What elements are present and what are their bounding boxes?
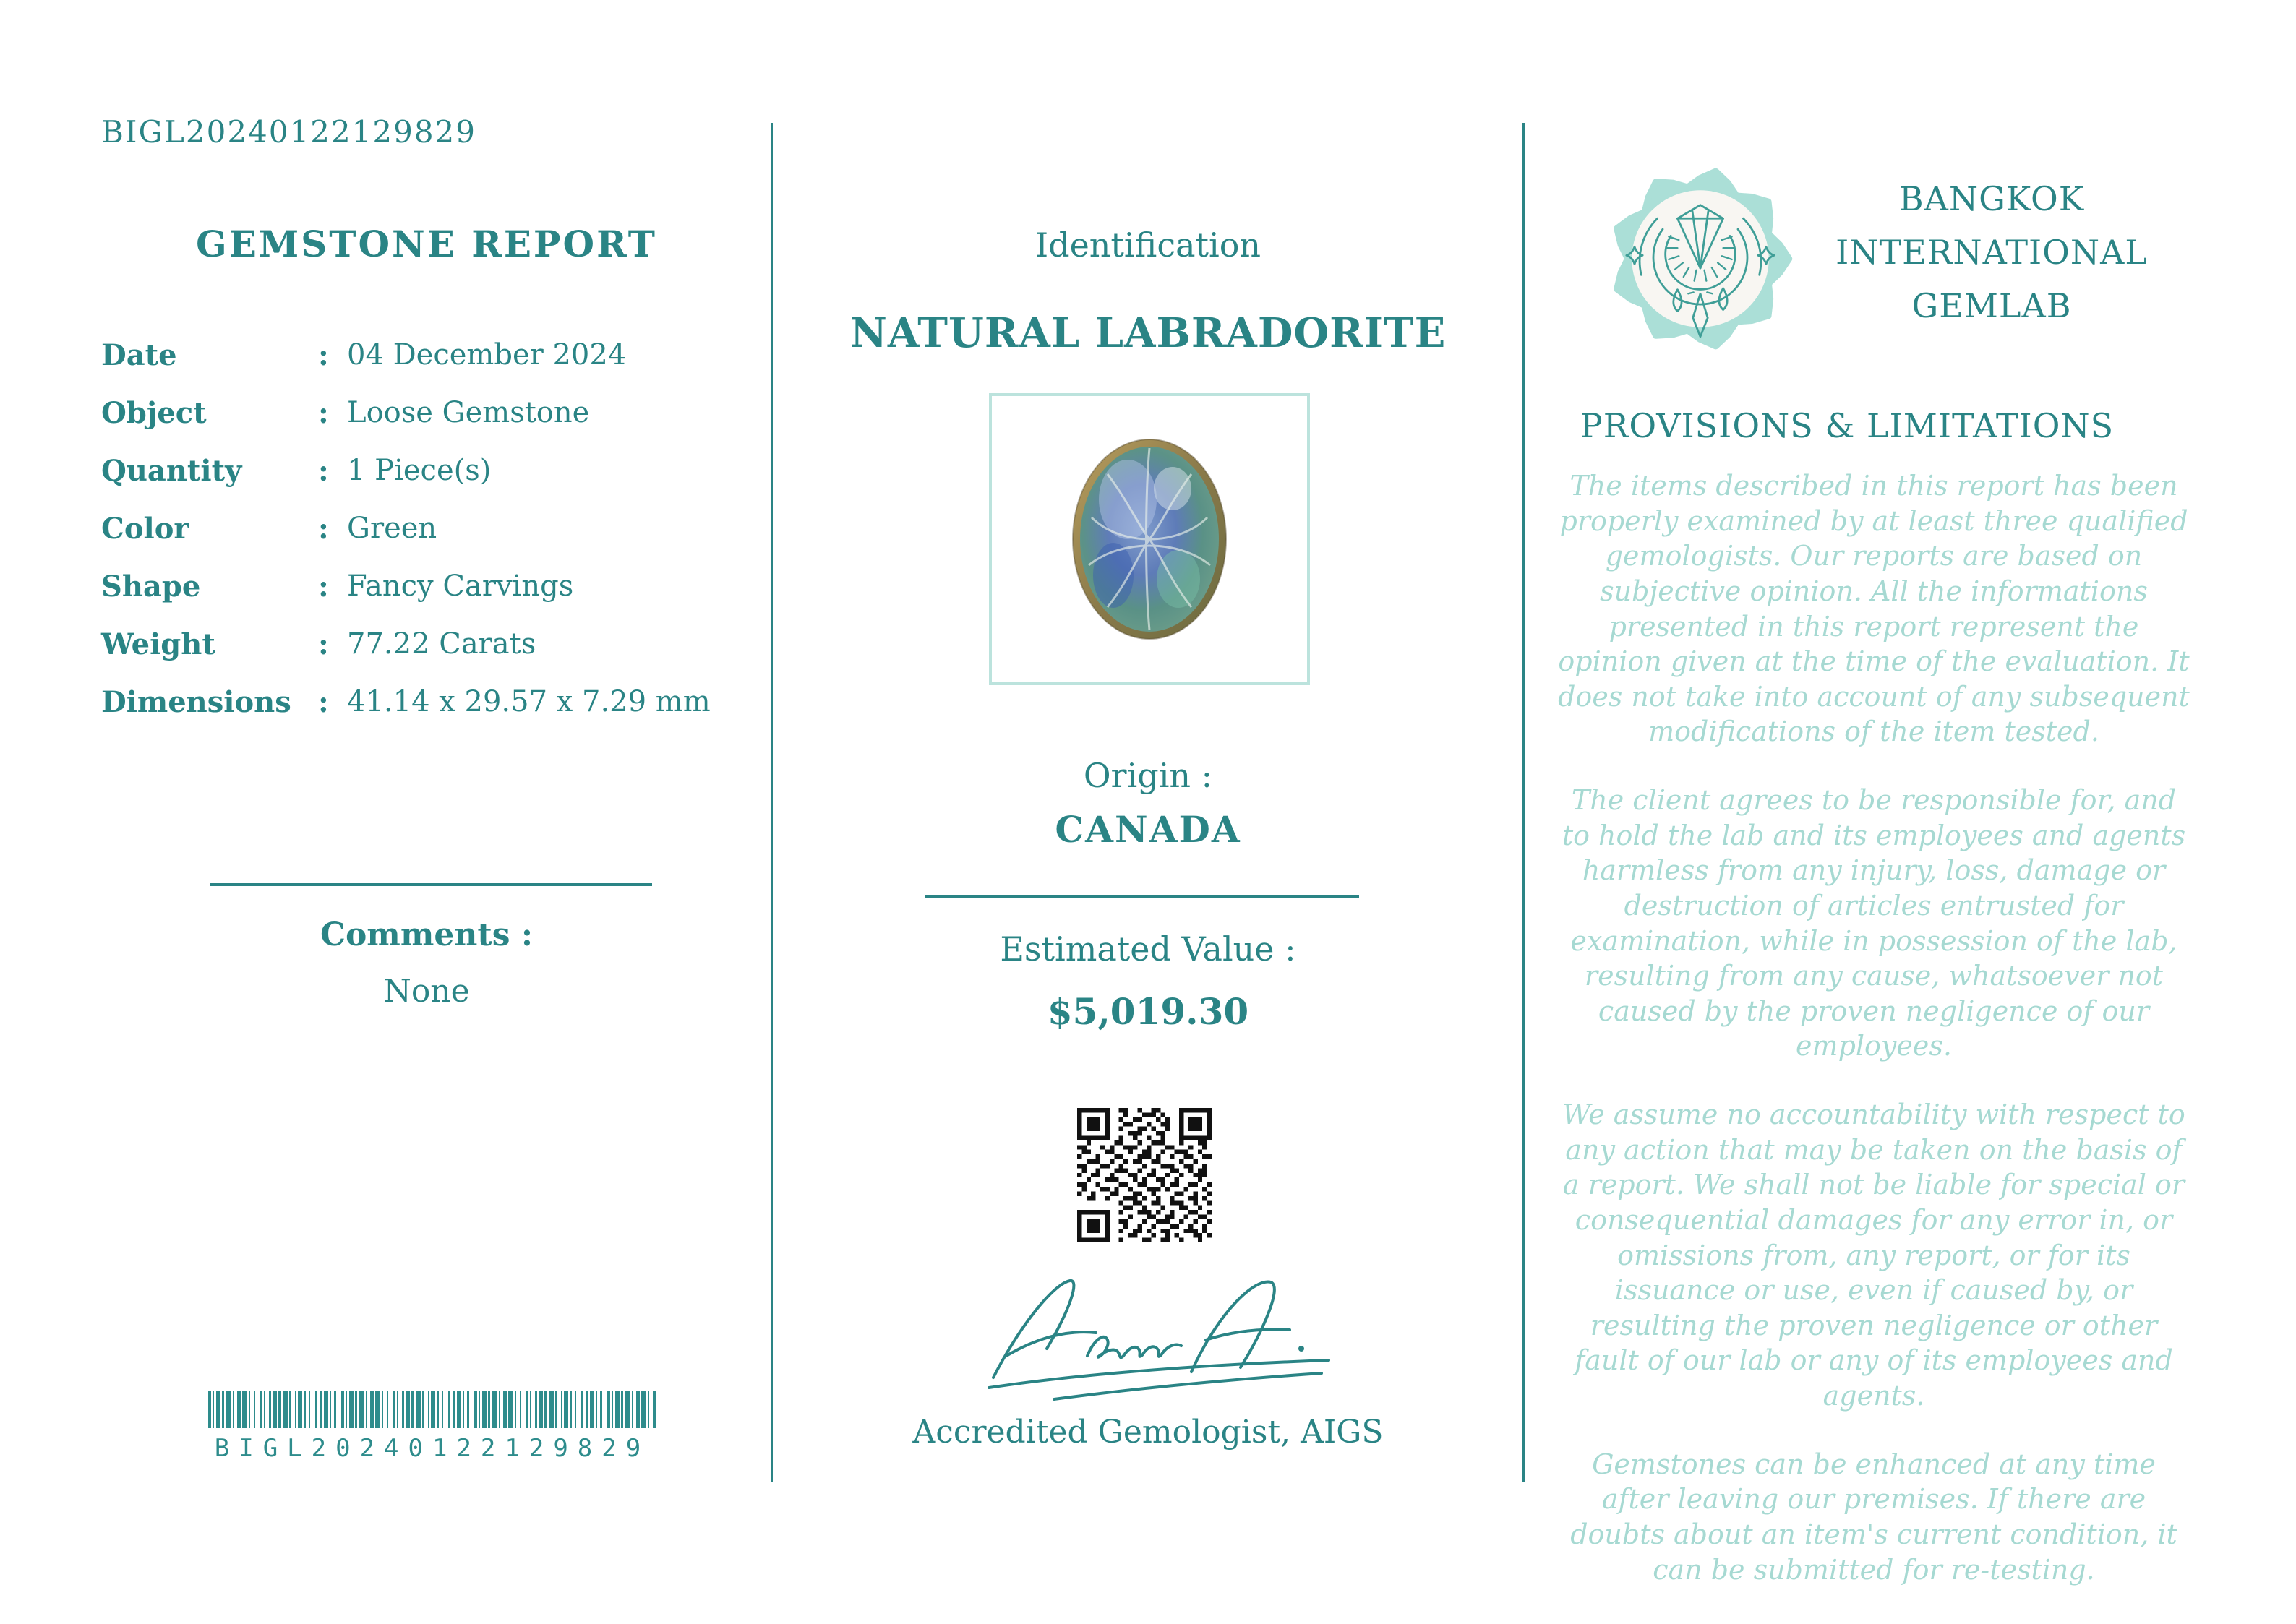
field-value-dimensions: 41.14 x 29.57 x 7.29 mm [347, 685, 711, 718]
field-label-color: Color [101, 512, 189, 546]
field-value-date: 04 December 2024 [347, 338, 627, 371]
signatory-title: Accredited Gemologist, AIGS [912, 1414, 1384, 1451]
comments-label: Comments : [320, 916, 534, 953]
field-colon: : [318, 338, 329, 372]
field-label-quantity: Quantity [101, 454, 242, 488]
table-row [101, 512, 752, 570]
table-row [101, 627, 752, 685]
barcode [208, 1391, 656, 1463]
table-row [101, 338, 752, 396]
field-colon: : [318, 685, 329, 719]
provisions-paragraph-2: The client agrees to be responsible for, and to hold the lab and its employees and agents harmless from any injury, loss, damage or destruction of articles entrusted for examination, while in possession of the lab, resulting from any cause, whatsoever not caused by the proven negligence of our employees. [1562, 784, 2186, 1062]
column-divider-right [1522, 123, 1525, 1482]
table-row [101, 570, 752, 627]
field-colon: : [318, 570, 329, 603]
lab-name-line1: BANGKOK [1898, 179, 2085, 218]
field-label-weight: Weight [101, 627, 215, 661]
provisions-paragraph-3: We assume no accountability with respect to any action that may be taken on the basis of a report. We shall not be liable for special or consequential damages for any error in, or omissions from, any report, or for its issuance or use, even if caused by, or resulting the proven negligence or other fault of our lab or any of its employees and agents. [1562, 1099, 2185, 1412]
field-value-color: Green [347, 512, 437, 545]
comments-divider-line [210, 883, 652, 886]
estimated-value: $5,019.30 [1047, 990, 1249, 1033]
gem-name: NATURAL LABRADORITE [849, 309, 1447, 357]
gemologist-signature [946, 1263, 1350, 1408]
field-colon: : [318, 627, 329, 661]
gemstone-photo-frame [989, 393, 1310, 685]
comments-value: None [383, 973, 470, 1010]
field-label-date: Date [101, 338, 177, 372]
lab-name-line2: INTERNATIONAL [1835, 233, 2148, 272]
qr-code [1077, 1108, 1212, 1242]
field-value-weight: 77.22 Carats [347, 627, 536, 661]
field-colon: : [318, 512, 329, 546]
field-value-quantity: 1 Piece(s) [347, 454, 492, 487]
field-colon: : [318, 454, 329, 488]
gemstone-photo [1063, 431, 1236, 648]
column-divider-left [771, 123, 773, 1482]
origin-value: CANADA [1055, 808, 1241, 851]
report-fields-table [101, 338, 752, 743]
barcode-text: BIGL20240122129829 [214, 1434, 651, 1463]
lab-name-line3: GEMLAB [1911, 286, 2072, 325]
origin-label: Origin : [1083, 756, 1213, 795]
field-label-shape: Shape [101, 570, 201, 603]
table-row [101, 396, 752, 454]
provisions-text [1556, 468, 2192, 1620]
field-label-object: Object [101, 396, 207, 430]
estimated-value-label: Estimated Value : [1000, 929, 1296, 968]
field-label-dimensions: Dimensions [101, 685, 291, 719]
field-value-shape: Fancy Carvings [347, 570, 574, 603]
field-value-object: Loose Gemstone [347, 396, 590, 429]
report-number: BIGL20240122129829 [101, 114, 476, 150]
provisions-paragraph-1: The items described in this report has been properly examined by at least three qualified gemologists. Our reports are based on subjective opinion. All the informations presented in this report represent the opinion given at the time of the evaluation. It does not take into account of any subsequent modifications of the item tested. [1558, 470, 2190, 748]
identification-section-title: Identification [1035, 225, 1261, 265]
gemlab-logo [1606, 165, 1794, 353]
value-divider-line [925, 895, 1359, 898]
field-colon: : [318, 396, 329, 430]
provisions-title: PROVISIONS & LIMITATIONS [1580, 406, 2115, 445]
provisions-paragraph-4: Gemstones can be enhanced at any time after leaving our premises. If there are doubts about an item's current condition, it can be submitted for re-testing. [1570, 1448, 2177, 1586]
table-row [101, 685, 752, 743]
table-row [101, 454, 752, 512]
report-title: GEMSTONE REPORT [196, 223, 657, 265]
lab-name [1768, 172, 2216, 332]
barcode-bars [208, 1391, 656, 1428]
